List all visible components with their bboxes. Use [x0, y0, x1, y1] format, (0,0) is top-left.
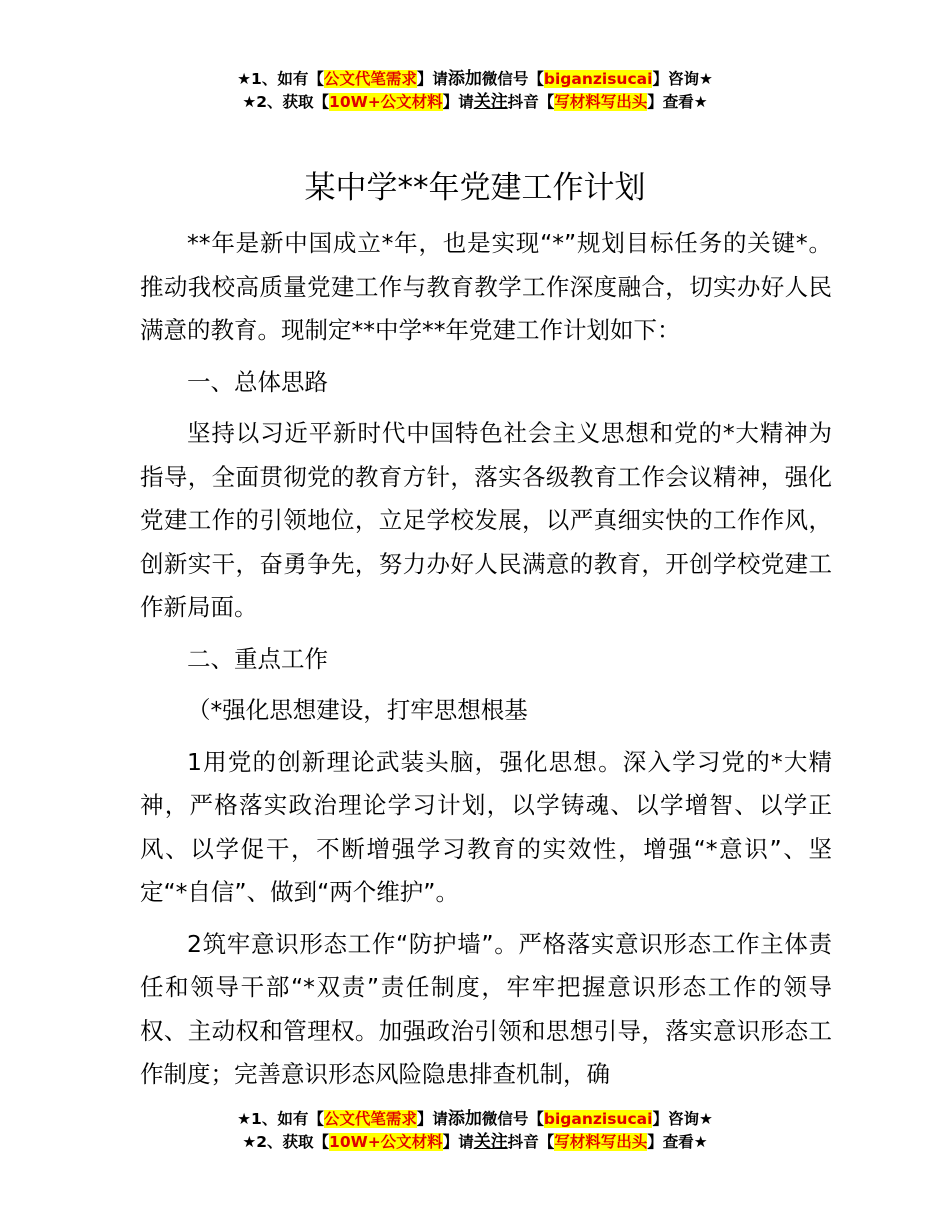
banner-text: 】请 — [442, 93, 474, 111]
banner-highlight: 公文代笔需求 — [323, 1110, 417, 1128]
banner-text: 】请 — [442, 1133, 474, 1151]
section-heading-1: 一、总体思路 — [187, 367, 328, 396]
banner-text: 】咨询★ — [652, 70, 713, 88]
banner-text: 】查看★ — [647, 93, 708, 111]
body-paragraph: 2筑牢意识形态工作“防护墙”。严格落实意识形态工作主体责任和领导干部“*双责”责任制度，牢牢把握意识形态工作的领导权、主动权和管理权。加强政治引领和思想引导，落实意识形态工作制度；完善意识形态风险隐患排查机制，确 — [140, 929, 832, 1088]
banner-emphasis: 关注 — [473, 1132, 508, 1152]
intro-paragraph: **年是新中国成立*年，也是实现“*”规划目标任务的关键*。推动我校高质量党建工作与教育教学工作深度融合，切实办好人民满意的教育。现制定**中学**年党建工作计划如下： — [140, 229, 832, 344]
banner-highlight: 写材料写出头 — [554, 93, 648, 111]
banner-highlight: biganzisucai — [543, 1110, 653, 1128]
header-banner — [0, 68, 950, 114]
banner-emphasis: 添加 — [447, 1109, 482, 1129]
banner-text: ★1、如有【 — [237, 70, 324, 88]
banner-highlight: biganzisucai — [543, 70, 653, 88]
banner-highlight: 公文代笔需求 — [323, 70, 417, 88]
banner-text: ★2、获取【 — [242, 1133, 330, 1151]
banner-text: 】请 — [416, 1110, 448, 1128]
banner-text: 】查看★ — [647, 1133, 708, 1151]
banner-highlight: 10W+公文材料 — [329, 1133, 443, 1151]
banner-emphasis: 添加 — [447, 69, 482, 89]
banner-text: 抖音【 — [507, 93, 555, 111]
banner-line-2 — [0, 1131, 950, 1154]
banner-highlight: 10W+公文材料 — [329, 93, 443, 111]
body-paragraph: 1用党的创新理论武装头脑，强化思想。深入学习党的*大精神，严格落实政治理论学习计划，以学铸魂、以学增智、以学正风、以学促干，不断增强学习教育的实效性，增强“*意识”、坚定“*自信”、做到“两个维护”。 — [140, 747, 832, 906]
subsection-heading: （*强化思想建设，打牢思想根基 — [187, 696, 528, 724]
banner-text: 】请 — [416, 70, 448, 88]
banner-line-1 — [0, 1108, 950, 1131]
banner-text: ★2、获取【 — [242, 93, 330, 111]
banner-line-1 — [0, 68, 950, 91]
body-paragraph: 坚持以习近平新时代中国特色社会主义思想和党的*大精神为指导，全面贯彻党的教育方针，落实各级教育工作会议精神，强化党建工作的引领地位，立足学校发展，以严真细实快的工作作风，创新实干，奋勇争先，努力办好人民满意的教育，开创学校党建工作新局面。 — [140, 419, 832, 621]
banner-text: 微信号【 — [481, 1110, 544, 1128]
banner-text: 】咨询★ — [652, 1110, 713, 1128]
banner-text: 微信号【 — [481, 70, 544, 88]
banner-emphasis: 关注 — [473, 92, 508, 112]
banner-text: ★1、如有【 — [237, 1110, 324, 1128]
section-heading-2: 二、重点工作 — [187, 644, 328, 673]
banner-line-2 — [0, 91, 950, 114]
document-body — [140, 222, 832, 1097]
footer-banner — [0, 1108, 950, 1154]
document-title: 某中学**年党建工作计划 — [304, 170, 646, 206]
banner-highlight: 写材料写出头 — [554, 1133, 648, 1151]
banner-text: 抖音【 — [507, 1133, 555, 1151]
